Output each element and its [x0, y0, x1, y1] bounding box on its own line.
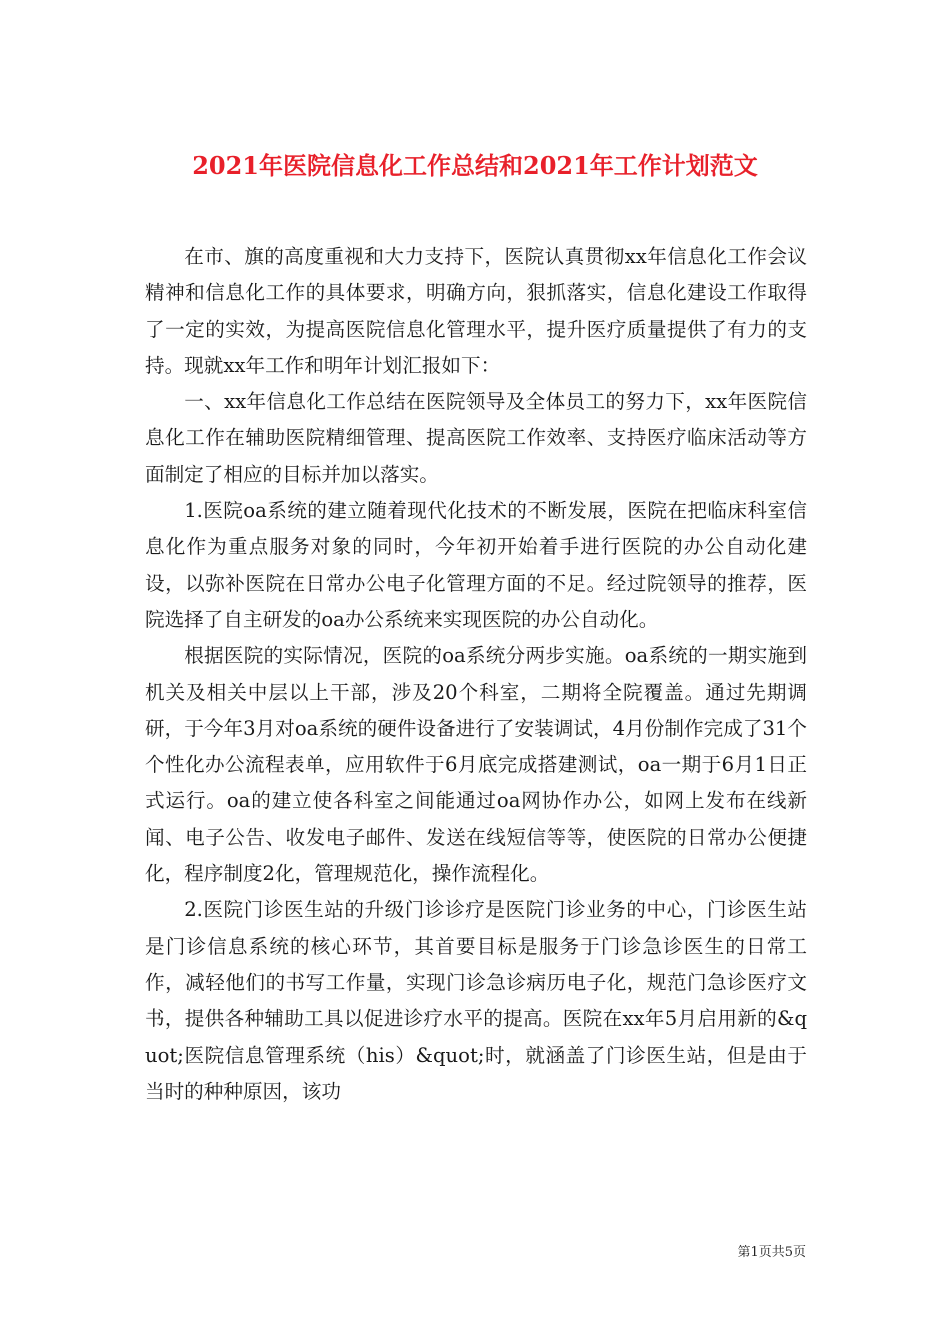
page-number: 第1页共5页	[737, 1245, 806, 1260]
document-title: 2021年医院信息化工作总结和2021年工作计划范文	[192, 151, 758, 181]
paragraph-outpatient-station: 2.医院门诊医生站的升级门诊诊疗是医院门诊业务的中心，门诊医生站是门诊信息系统的核心环节，其首要目标是服务于门诊急诊医生的日常工作，减轻他们的书写工作量，实现门诊急诊病历电子化，规范门急诊医疗文书，提供各种辅助工具以促进诊疗水平的提高。医院在xx年5月启用新的&quot;医院信息管理系统（his）&quot;时，就涵盖了门诊医生站，但是由于当时的种种原因，该功	[145, 898, 807, 1103]
paragraph-oa-system: 1.医院oa系统的建立随着现代化技术的不断发展，医院在把临床科室信息化作为重点服务对象的同时，今年初开始着手进行医院的办公自动化建设，以弥补医院在日常办公电子化管理方面的不足。经过院领导的推荐，医院选择了自主研发的oa办公系统来实现医院的办公自动化。	[145, 499, 807, 631]
paragraph-intro: 在市、旗的高度重视和大力支持下，医院认真贯彻xx年信息化工作会议精神和信息化工作的具体要求，明确方向，狠抓落实，信息化建设工作取得了一定的实效，为提高医院信息化管理水平，提升医疗质量提供了有力的支持。现就xx年工作和明年计划汇报如下：	[145, 245, 807, 377]
paragraph-section-1: 一、xx年信息化工作总结在医院领导及全体员工的努力下，xx年医院信息化工作在辅助医院精细管理、提高医院工作效率、支持医疗临床活动等方面制定了相应的目标并加以落实。	[145, 390, 807, 486]
paragraph-oa-implementation: 根据医院的实际情况，医院的oa系统分两步实施。oa系统的一期实施到机关及相关中层以上干部，涉及20个科室，二期将全院覆盖。通过先期调研，于今年3月对oa系统的硬件设备进行了安装调试，4月份制作完成了31个个性化办公流程表单，应用软件于6月底完成搭建测试，oa一期于6月1日正式运行。oa的建立使各科室之间能通过oa网协作办公，如网上发布在线新闻、电子公告、收发电子邮件、发送在线短信等等，使医院的日常办公便捷化，程序制度2化，管理规范化，操作流程化。	[145, 644, 807, 886]
document-body	[145, 239, 807, 1110]
